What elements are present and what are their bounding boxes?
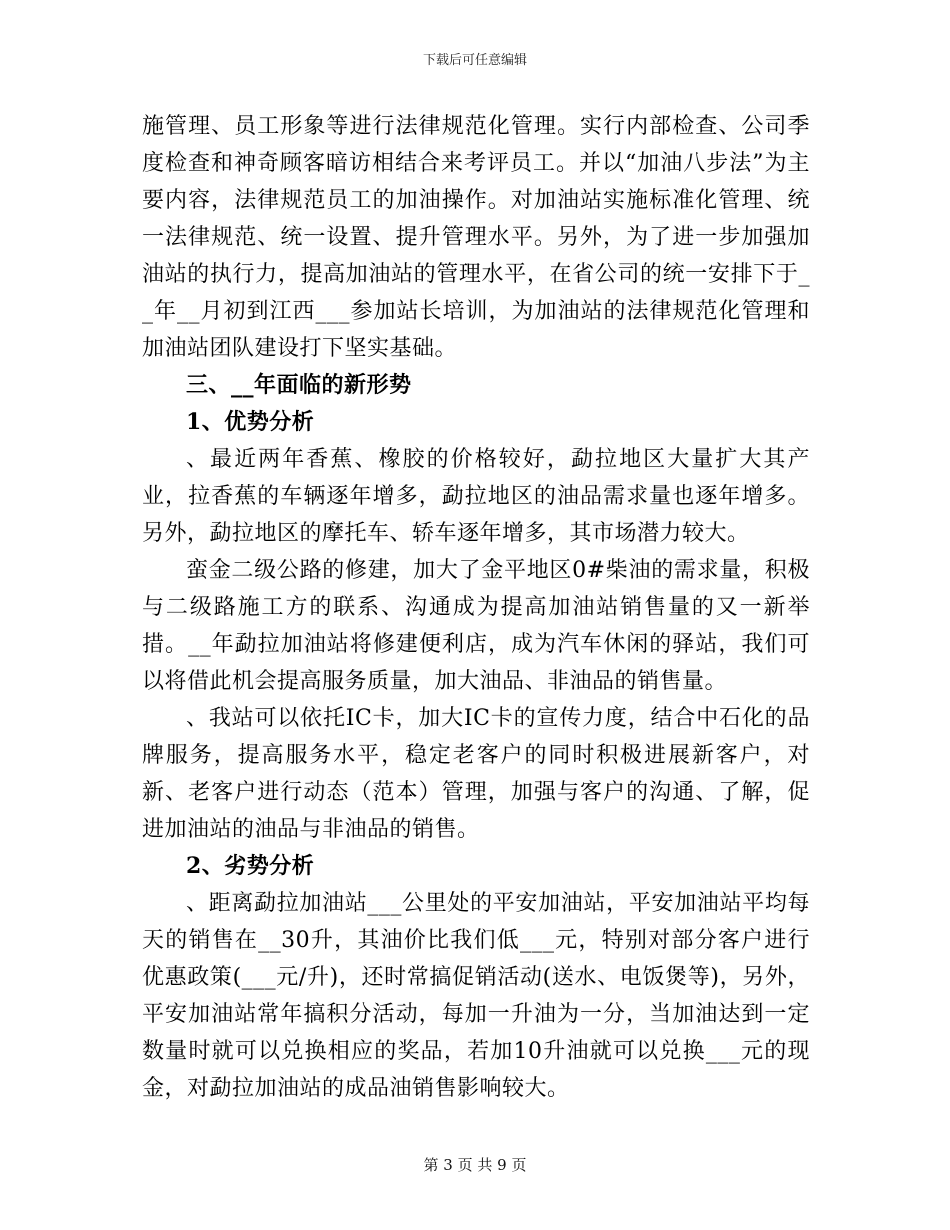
paragraph-advantage-3: 、我站可以依托IC卡，加大IC卡的宣传力度，结合中石化的品牌服务，提高服务水平，稳定老客户的同时积极进展新客户，对新、老客户进行动态（范本）管理，加强与客户的沟通、了解，促进加油站的油品与非油品的销售。: [142, 706, 810, 842]
subheading-advantage-analysis: 1、优势分析: [186, 409, 315, 435]
paragraph-disadvantage-1: 、距离勐拉加油站___公里处的平安加油站，平安加油站平均每天的销售在__30升，其油价比我们低___元，特别对部分客户进行优惠政策(___元/升)，还时常搞促销活动(送水、电饭煲等)，另外，平安加油站常年搞积分活动，每加一升油为一分，当加油达到一定数量时就可以兑换相应的奖品，若加10升油就可以兑换___元的现金，对勐拉加油站的成品油销售影响较大。: [142, 891, 810, 1101]
page-header-note: 下载后可任意编辑: [422, 53, 527, 68]
paragraph-advantage-2: 蛮金二级公路的修建，加大了金平地区0#柴油的需求量，积极与二级路施工方的联系、沟通成为提高加油站销售量的又一新举措。__年勐拉加油站将修建便利店，成为汽车休闲的驿站，我们可以将借此机会提高服务质量，加大油品、非油品的销售量。: [142, 558, 810, 694]
paragraph-management: 施管理、员工形象等进行法律规范化管理。实行内部检查、公司季度检查和神奇顾客暗访相结合来考评员工。并以“加油八步法”为主要内容，法律规范员工的加油操作。对加油站实施标准化管理、统一法律规范、统一设置、提升管理水平。另外，为了进一步加强加油站的执行力，提高加油站的管理水平，在省公司的统一安排下于__年__月初到江西___参加站长培训，为加油站的法律规范化管理和加油站团队建设打下坚实基础。: [142, 114, 810, 361]
section-heading-new-situation: 三、__年面临的新形势: [186, 372, 412, 398]
paragraph-advantage-1: 、最近两年香蕉、橡胶的价格较好，勐拉地区大量扩大其产业，拉香蕉的车辆逐年增多，勐拉地区的油品需求量也逐年增多。另外，勐拉地区的摩托车、轿车逐年增多，其市场潜力较大。: [142, 447, 810, 546]
page-number: 第 3 页 共 9 页: [423, 1156, 527, 1174]
document-body: [142, 108, 810, 1107]
subheading-disadvantage-analysis: 2、劣势分析: [186, 853, 315, 879]
